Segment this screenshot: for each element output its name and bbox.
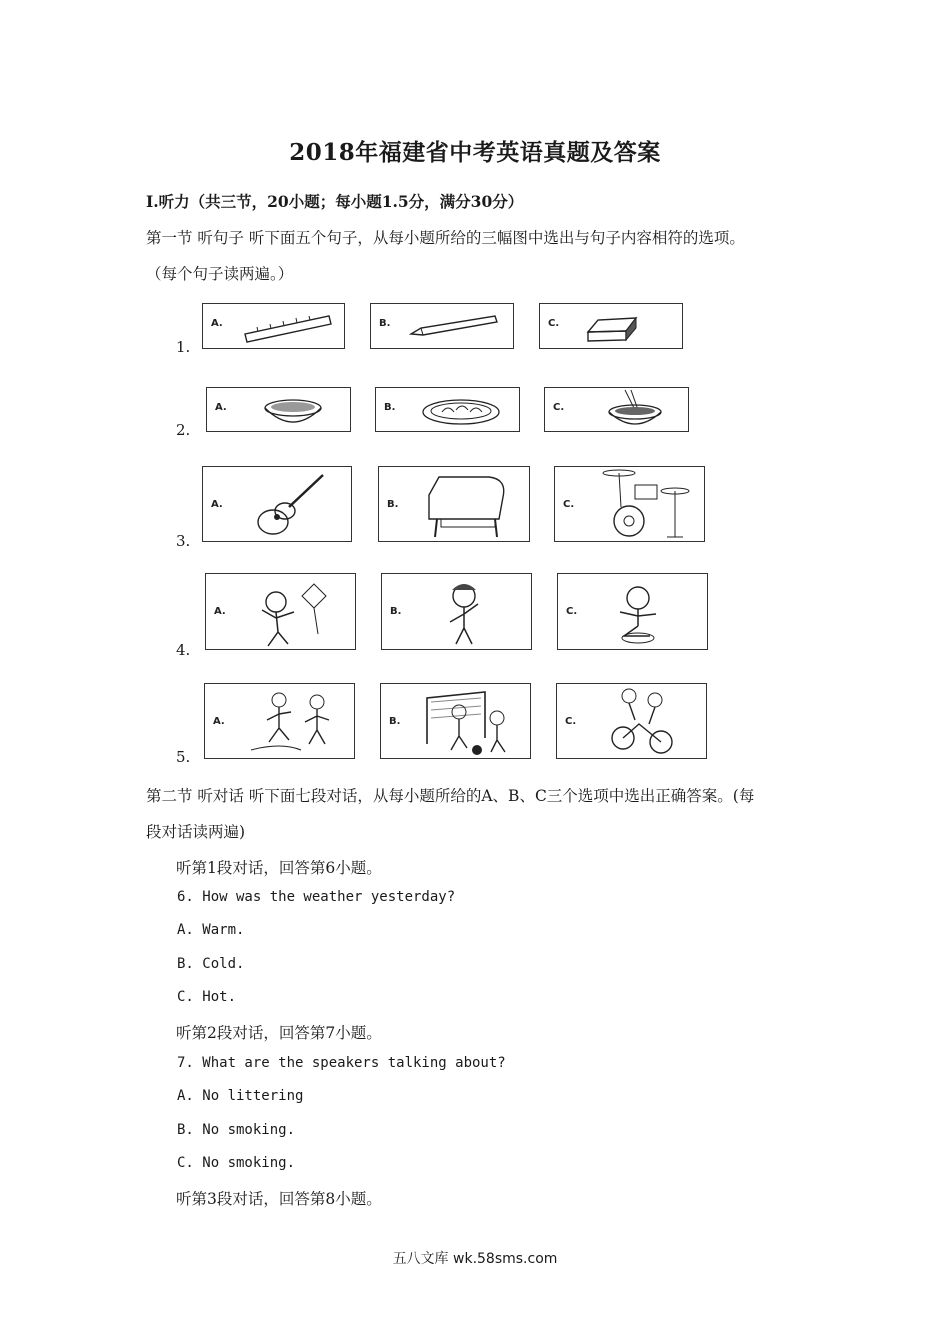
kids-skating-icon [205, 684, 356, 760]
option-label: C. [565, 716, 577, 727]
option-c-box[interactable] [539, 303, 683, 349]
option-b-box[interactable] [381, 573, 532, 650]
option-label: A. [211, 499, 223, 510]
option-a-box[interactable] [205, 573, 356, 650]
section-heading: Ⅰ.听力（共三节，20小题；每小题1.5分，满分30分） [146, 192, 524, 211]
answer-option[interactable]: C. Hot. [177, 989, 237, 1005]
option-b-box[interactable] [375, 387, 520, 432]
noodles-icon [545, 388, 690, 433]
part2-instruction: 第二节 听对话 听下面七段对话，从每小题所给的A、B、C三个选项中选出正确答案。(每 [146, 787, 755, 805]
option-label: A. [211, 318, 223, 329]
option-b-box[interactable] [380, 683, 531, 759]
answer-option[interactable]: A. Warm. [177, 922, 245, 938]
part1-instruction-note: （每个句子读两遍。） [146, 265, 294, 283]
ruler-icon [203, 304, 346, 350]
option-label: C. [566, 606, 578, 617]
option-label: B. [389, 716, 401, 727]
question-number: 2. [176, 421, 191, 439]
question-text: 7. What are the speakers talking about? [177, 1055, 506, 1071]
boy-sitting-icon [558, 574, 709, 651]
kids-soccer-icon [381, 684, 532, 760]
option-label: C. [548, 318, 560, 329]
option-a-box[interactable] [206, 387, 351, 432]
option-a-box[interactable] [204, 683, 355, 759]
boy-kite-icon [206, 574, 357, 651]
answer-option[interactable]: B. No smoking. [177, 1122, 296, 1138]
page-title: 2018年福建省中考英语真题及答案 [289, 139, 661, 166]
option-c-box[interactable] [556, 683, 707, 759]
option-label: B. [379, 318, 391, 329]
pencil-icon [371, 304, 515, 350]
guitar-icon [203, 467, 353, 543]
option-label: A. [214, 606, 226, 617]
dialogue-prompt: 听第3段对话，回答第8小题。 [176, 1190, 382, 1208]
rice-bowl-icon [207, 388, 352, 433]
option-b-box[interactable] [370, 303, 514, 349]
question-text: 6. How was the weather yesterday? [177, 889, 456, 905]
drums-icon [555, 467, 706, 543]
part1-instruction: 第一节 听句子 听下面五个句子，从每小题所给的三幅图中选出与句子内容相符的选项。 [146, 229, 745, 247]
question-number: 1. [176, 338, 191, 356]
option-label: A. [213, 716, 225, 727]
option-b-box[interactable] [378, 466, 530, 542]
option-c-box[interactable] [557, 573, 708, 650]
part2-instruction-note: 段对话读两遍) [146, 823, 246, 841]
question-number: 3. [176, 532, 191, 550]
option-a-box[interactable] [202, 466, 352, 542]
answer-option[interactable]: A. No littering [177, 1088, 304, 1104]
option-c-box[interactable] [544, 387, 689, 432]
option-c-box[interactable] [554, 466, 705, 542]
dialogue-prompt: 听第1段对话，回答第6小题。 [176, 859, 382, 877]
option-a-box[interactable] [202, 303, 345, 349]
option-label: B. [390, 606, 402, 617]
question-number: 4. [176, 641, 191, 659]
question-number: 5. [176, 748, 191, 766]
option-label: C. [563, 499, 575, 510]
page-footer: 五八文库 wk.58sms.com [392, 1251, 558, 1267]
answer-option[interactable]: B. Cold. [177, 956, 245, 972]
answer-option[interactable]: C. No smoking. [177, 1155, 296, 1171]
boy-waving-icon [382, 574, 533, 651]
eraser-icon [540, 304, 684, 350]
option-label: B. [384, 402, 396, 413]
piano-icon [379, 467, 531, 543]
dialogue-prompt: 听第2段对话，回答第7小题。 [176, 1024, 382, 1042]
option-label: B. [387, 499, 399, 510]
kids-cycling-icon [557, 684, 708, 760]
dumplings-icon [376, 388, 521, 433]
option-label: C. [553, 402, 565, 413]
option-label: A. [215, 402, 227, 413]
